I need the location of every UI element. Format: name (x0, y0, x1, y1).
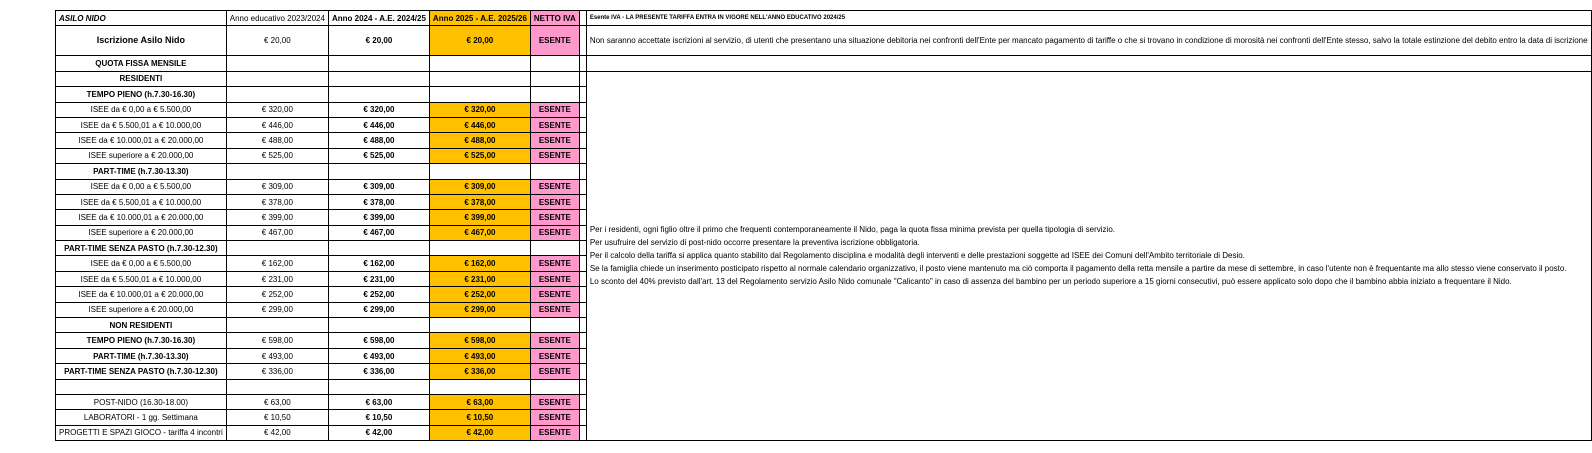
empty-cell (579, 11, 586, 26)
value-2025: € 525,00 (429, 148, 530, 163)
empty-cell (226, 318, 328, 333)
value-iva: ESENTE (530, 394, 579, 409)
value-2025: € 320,00 (429, 102, 530, 117)
row-label: ISEE da € 5.500,01 a € 10.000,00 (56, 271, 227, 286)
value-2023: € 309,00 (226, 179, 328, 194)
value-2025: € 63,00 (429, 394, 530, 409)
empty-cell (56, 379, 227, 394)
empty-cell (429, 71, 530, 86)
value-2023: € 42,00 (226, 425, 328, 440)
iscrizione-v3: € 20,00 (429, 26, 530, 56)
empty-cell (429, 379, 530, 394)
row-label: PROGETTI E SPAZI GIOCO - tariffa 4 incontri (56, 425, 227, 440)
value-2023: € 525,00 (226, 148, 328, 163)
header-note: Esente IVA - LA PRESENTE TARIFFA ENTRA IN VIGORE NELL'ANNO EDUCATIVO 2024/25 (586, 11, 1591, 26)
empty-cell (579, 410, 586, 425)
value-2025: € 309,00 (429, 179, 530, 194)
value-2025: € 336,00 (429, 364, 530, 379)
row-label: ISEE superiore a € 20.000,00 (56, 302, 227, 317)
note-line: Lo sconto del 40% previsto dall'art. 13 del Regolamento servizio Asilo Nido comunale "Calicanto" in caso di assenza del bambino per un periodo superiore a 15 giorni consecutivi, può essere applicato solo dopo che il bambino abbia iniziato a frequentare il Nido. (589, 277, 1512, 287)
empty-cell (226, 241, 328, 256)
header-col-2024: Anno 2024 - A.E. 2024/25 (328, 11, 429, 26)
empty-cell (579, 117, 586, 132)
value-2025: € 299,00 (429, 302, 530, 317)
value-2025: € 467,00 (429, 225, 530, 240)
value-iva: ESENTE (530, 256, 579, 271)
value-iva: ESENTE (530, 333, 579, 348)
empty-cell (226, 56, 328, 71)
non-residenti-heading: NON RESIDENTI (56, 318, 227, 333)
empty-cell (579, 271, 586, 286)
value-iva: ESENTE (530, 194, 579, 209)
quota-heading: QUOTA FISSA MENSILE (56, 56, 227, 71)
empty-cell (226, 379, 328, 394)
row-label: ISEE da € 10.000,01 a € 20.000,00 (56, 133, 227, 148)
iscrizione-note: Non saranno accettate iscrizioni al servizio, di utenti che presentano una situazione debitoria nei confronti dell'Ente per mancato pagamento di tariffe o che si trovano in condizione di morosità nei confronti dell'Ente stesso, salvo la totale estinzione del debito entro la data di iscrizione (586, 26, 1591, 56)
empty-cell (579, 379, 586, 394)
empty-cell (579, 56, 586, 71)
row-label: TEMPO PIENO (h.7.30-16.30) (56, 333, 227, 348)
value-iva: ESENTE (530, 102, 579, 117)
value-iva: ESENTE (530, 179, 579, 194)
value-2023: € 493,00 (226, 348, 328, 363)
row-label: LABORATORI - 1 gg. Settimana (56, 410, 227, 425)
value-2023: € 299,00 (226, 302, 328, 317)
value-2024: € 320,00 (328, 102, 429, 117)
iscrizione-iva: ESENTE (530, 26, 579, 56)
iscrizione-v1: € 20,00 (226, 26, 328, 56)
value-iva: ESENTE (530, 302, 579, 317)
part-time-senza-pasto-heading: PART-TIME SENZA PASTO (h.7.30-12.30) (56, 241, 227, 256)
value-2023: € 320,00 (226, 102, 328, 117)
value-2023: € 336,00 (226, 364, 328, 379)
value-2024: € 309,00 (328, 179, 429, 194)
value-2025: € 493,00 (429, 348, 530, 363)
empty-cell (530, 318, 579, 333)
empty-cell (429, 56, 530, 71)
value-2025: € 399,00 (429, 210, 530, 225)
residenti-heading-row (56, 71, 1592, 86)
empty-cell (586, 56, 1591, 71)
empty-cell (226, 71, 328, 86)
value-iva: ESENTE (530, 117, 579, 132)
value-2023: € 399,00 (226, 210, 328, 225)
part-time-heading: PART-TIME (h.7.30-13.30) (56, 164, 227, 179)
value-2025: € 446,00 (429, 117, 530, 132)
value-2024: € 63,00 (328, 394, 429, 409)
value-2024: € 378,00 (328, 194, 429, 209)
empty-cell (579, 333, 586, 348)
row-label: ISEE da € 0,00 a € 5.500,00 (56, 256, 227, 271)
empty-cell (579, 364, 586, 379)
value-2023: € 63,00 (226, 394, 328, 409)
header-col-2025: Anno 2025 - A.E. 2025/26 (429, 11, 530, 26)
empty-cell (530, 71, 579, 86)
value-2025: € 598,00 (429, 333, 530, 348)
empty-cell (429, 318, 530, 333)
value-2025: € 162,00 (429, 256, 530, 271)
empty-cell (530, 164, 579, 179)
note-line: Per i residenti, ogni figlio oltre il primo che frequenti contemporaneamente il Nido, paga la quota fissa minima prevista per quella tipologia di servizio. (589, 225, 1115, 235)
empty-cell (579, 148, 586, 163)
value-2023: € 467,00 (226, 225, 328, 240)
value-2025: € 231,00 (429, 271, 530, 286)
empty-cell (579, 241, 586, 256)
empty-cell (530, 56, 579, 71)
value-2024: € 525,00 (328, 148, 429, 163)
empty-cell (328, 71, 429, 86)
value-2023: € 10,50 (226, 410, 328, 425)
row-label: ISEE superiore a € 20.000,00 (56, 225, 227, 240)
empty-cell (579, 102, 586, 117)
empty-cell (328, 87, 429, 102)
value-iva: ESENTE (530, 148, 579, 163)
value-2023: € 252,00 (226, 287, 328, 302)
residenti-heading: RESIDENTI (56, 71, 227, 86)
value-2024: € 10,50 (328, 410, 429, 425)
value-2024: € 299,00 (328, 302, 429, 317)
empty-cell (328, 164, 429, 179)
row-label: ISEE da € 0,00 a € 5.500,00 (56, 102, 227, 117)
row-label: ISEE superiore a € 20.000,00 (56, 148, 227, 163)
header-col-2023: Anno educativo 2023/2024 (226, 11, 328, 26)
header-row (56, 11, 1592, 26)
empty-cell (226, 164, 328, 179)
value-2025: € 378,00 (429, 194, 530, 209)
value-2023: € 231,00 (226, 271, 328, 286)
empty-cell (579, 394, 586, 409)
value-2025: € 252,00 (429, 287, 530, 302)
value-2024: € 488,00 (328, 133, 429, 148)
empty-cell (328, 241, 429, 256)
value-2024: € 252,00 (328, 287, 429, 302)
empty-cell (429, 241, 530, 256)
value-2024: € 42,00 (328, 425, 429, 440)
value-2023: € 598,00 (226, 333, 328, 348)
empty-cell (579, 87, 586, 102)
value-2025: € 42,00 (429, 425, 530, 440)
value-2024: € 231,00 (328, 271, 429, 286)
iscrizione-row (56, 26, 1592, 56)
empty-cell (579, 26, 586, 56)
value-iva: ESENTE (530, 364, 579, 379)
empty-cell (579, 164, 586, 179)
empty-cell (328, 379, 429, 394)
row-label: ISEE da € 5.500,01 a € 10.000,00 (56, 117, 227, 132)
empty-cell (530, 379, 579, 394)
value-2025: € 488,00 (429, 133, 530, 148)
tariff-table (55, 10, 1592, 441)
value-iva: ESENTE (530, 271, 579, 286)
empty-cell (579, 210, 586, 225)
value-iva: ESENTE (530, 225, 579, 240)
value-2023: € 162,00 (226, 256, 328, 271)
empty-cell (579, 179, 586, 194)
value-iva: ESENTE (530, 425, 579, 440)
value-2023: € 488,00 (226, 133, 328, 148)
value-iva: ESENTE (530, 287, 579, 302)
empty-cell (579, 225, 586, 240)
row-label: ISEE da € 5.500,01 a € 10.000,00 (56, 194, 227, 209)
empty-cell (579, 348, 586, 363)
note-line: Per il calcolo della tariffa si applica quanto stabilito dal Regolamento disciplina e modalità degli interventi e delle prestazioni soggette ad ISEE dei Comuni dell'Ambito territoriale di Desio. (589, 251, 1245, 261)
empty-cell (429, 164, 530, 179)
notes-panel (586, 71, 1591, 440)
empty-cell (579, 71, 586, 86)
empty-cell (530, 241, 579, 256)
sheet-title: ASILO NIDO (56, 11, 227, 26)
row-label: PART-TIME (h.7.30-13.30) (56, 348, 227, 363)
row-label: PART-TIME SENZA PASTO (h.7.30-12.30) (56, 364, 227, 379)
empty-cell (328, 318, 429, 333)
tariff-sheet (55, 10, 1592, 441)
row-label: ISEE da € 0,00 a € 5.500,00 (56, 179, 227, 194)
iscrizione-label: Iscrizione Asilo Nido (56, 26, 227, 56)
empty-cell (328, 56, 429, 71)
empty-cell (579, 287, 586, 302)
tempo-pieno-heading: TEMPO PIENO (h.7.30-16.30) (56, 87, 227, 102)
value-2023: € 378,00 (226, 194, 328, 209)
value-iva: ESENTE (530, 210, 579, 225)
empty-cell (579, 302, 586, 317)
iscrizione-v2: € 20,00 (328, 26, 429, 56)
value-2024: € 399,00 (328, 210, 429, 225)
row-label: ISEE da € 10.000,01 a € 20.000,00 (56, 210, 227, 225)
empty-cell (429, 87, 530, 102)
row-label: ISEE da € 10.000,01 a € 20.000,00 (56, 287, 227, 302)
value-2024: € 162,00 (328, 256, 429, 271)
value-2023: € 446,00 (226, 117, 328, 132)
header-col-iva: NETTO IVA (530, 11, 579, 26)
quota-heading-row (56, 56, 1592, 71)
value-2025: € 10,50 (429, 410, 530, 425)
empty-cell (579, 133, 586, 148)
value-2024: € 336,00 (328, 364, 429, 379)
value-2024: € 467,00 (328, 225, 429, 240)
value-iva: ESENTE (530, 348, 579, 363)
empty-cell (579, 256, 586, 271)
empty-cell (579, 425, 586, 440)
empty-cell (579, 318, 586, 333)
value-iva: ESENTE (530, 133, 579, 148)
value-iva: ESENTE (530, 410, 579, 425)
value-2024: € 446,00 (328, 117, 429, 132)
row-label: POST-NIDO (16.30-18.00) (56, 394, 227, 409)
value-2024: € 493,00 (328, 348, 429, 363)
empty-cell (530, 87, 579, 102)
empty-cell (579, 194, 586, 209)
value-2024: € 598,00 (328, 333, 429, 348)
note-line: Se la famiglia chiede un inserimento posticipato rispetto al normale calendario organizzativo, il posto viene mantenuto ma ciò comporta il pagamento della retta mensile a partire da mese di settembre, in caso l'utente non è frequentante ma allo stesso viene conservato il posto. (589, 264, 1567, 274)
empty-cell (226, 87, 328, 102)
note-line: Per usufruire del servizio di post-nido occorre presentare la preventiva iscrizione obbligatoria. (589, 238, 920, 248)
